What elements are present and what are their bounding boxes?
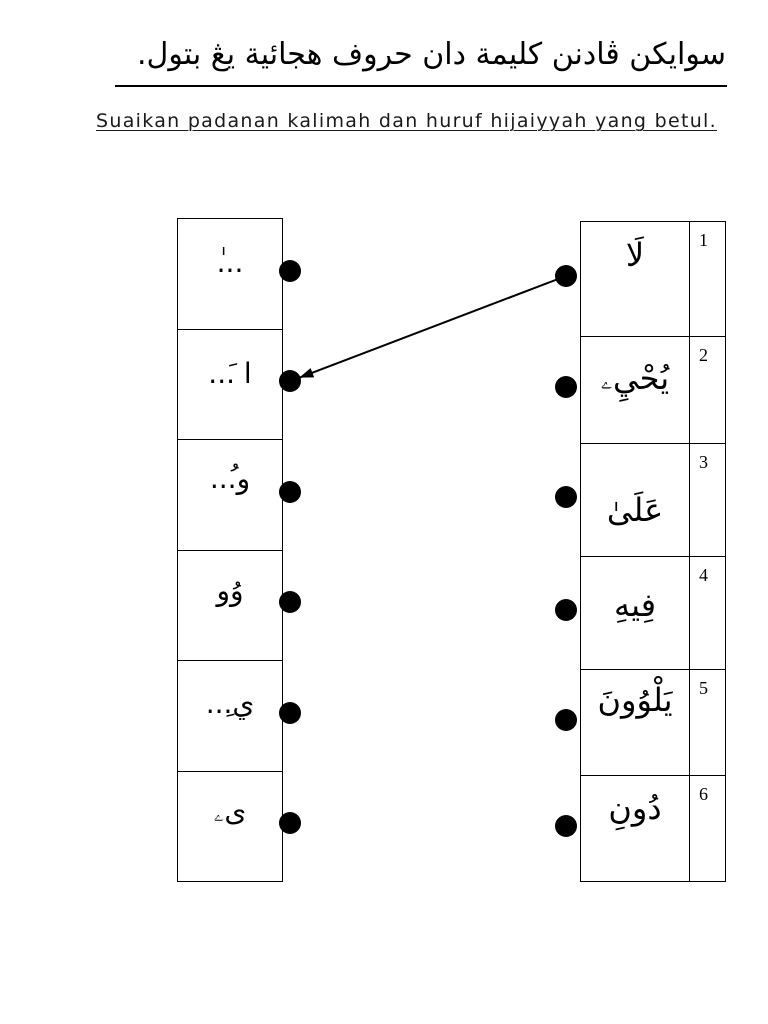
item-number: 2 [699, 345, 708, 365]
example-arrow [300, 276, 566, 377]
pattern-text: ...ٰ [216, 245, 244, 279]
pattern-text: ...ِي [205, 686, 255, 720]
item-number: 3 [699, 452, 708, 472]
pattern-text: ىۦ [213, 795, 247, 829]
pattern-cell [178, 330, 282, 441]
pattern-column [177, 218, 283, 882]
worksheet-title: سوايكن ڤادنن كليمة دان حروف هجائية يڠ بتول. [137, 37, 726, 72]
left-match-dot[interactable] [279, 812, 301, 834]
left-match-dot[interactable] [279, 370, 301, 392]
arabic-word: يُحْيِۦ [600, 359, 670, 398]
title-underline [115, 85, 727, 87]
item-number-cell [690, 776, 725, 881]
word-cell [581, 337, 690, 443]
word-row [581, 444, 725, 557]
right-match-dot[interactable] [555, 599, 577, 621]
word-row [581, 670, 725, 776]
arabic-word: عَلَىٰ [606, 491, 664, 530]
item-number: 6 [699, 784, 708, 804]
arabic-word: فِيهِ [613, 586, 657, 625]
left-match-dot[interactable] [279, 591, 301, 613]
pattern-text: ...ُو [209, 461, 251, 495]
item-number-cell [690, 337, 725, 443]
pattern-cell [178, 219, 282, 330]
item-number: 5 [699, 678, 708, 698]
right-match-dot[interactable] [555, 709, 577, 731]
pattern-cell [178, 551, 282, 662]
item-number-cell [690, 444, 725, 556]
left-match-dot[interactable] [279, 702, 301, 724]
right-match-dot[interactable] [555, 265, 577, 287]
pattern-text: وُو [216, 574, 244, 608]
word-cell [581, 557, 690, 669]
arabic-word: دُونِ [608, 788, 662, 827]
word-row [581, 557, 725, 670]
worksheet-instruction: Suaikan padanan kalimah dan huruf hijaiyyah yang betul. [96, 110, 717, 132]
left-match-dot[interactable] [279, 481, 301, 503]
arabic-word: لَا [625, 236, 645, 275]
left-match-dot[interactable] [279, 260, 301, 282]
word-column [580, 221, 726, 882]
item-number: 4 [699, 565, 708, 585]
pattern-cell [178, 772, 282, 882]
word-cell [581, 670, 690, 775]
right-match-dot[interactable] [555, 815, 577, 837]
right-match-dot[interactable] [555, 486, 577, 508]
word-row [581, 776, 725, 881]
word-cell [581, 776, 690, 881]
item-number-cell [690, 222, 725, 336]
word-row [581, 337, 725, 444]
item-number: 1 [699, 230, 708, 250]
word-row [581, 222, 725, 337]
right-match-dot[interactable] [555, 376, 577, 398]
item-number-cell [690, 670, 725, 775]
pattern-text: ...َ ا [208, 357, 252, 391]
pattern-cell [178, 440, 282, 551]
item-number-cell [690, 557, 725, 669]
word-cell [581, 444, 690, 556]
word-cell [581, 222, 690, 336]
pattern-cell [178, 661, 282, 772]
arabic-word: يَلْوُونَ [597, 680, 673, 719]
